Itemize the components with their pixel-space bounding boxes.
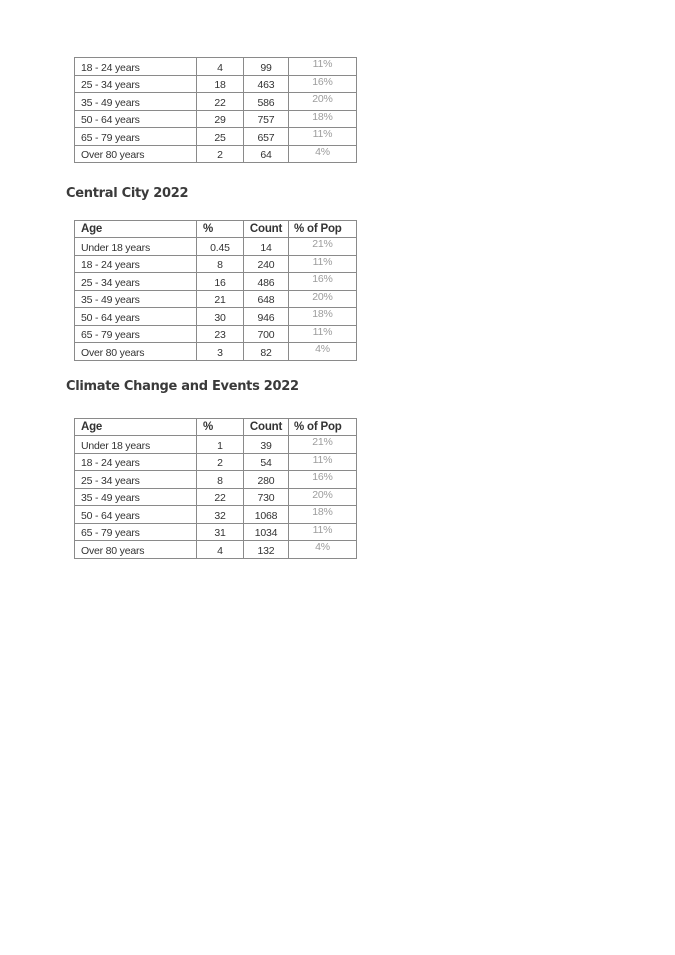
percent-cell: 25 <box>197 128 244 146</box>
percent-cell: 29 <box>197 110 244 128</box>
count-cell: 463 <box>244 75 289 93</box>
pop-percent-cell: 21% <box>289 238 357 256</box>
column-header-percent: % <box>197 221 244 238</box>
age-cell: 35 - 49 years <box>75 488 197 506</box>
table-row <box>75 343 357 361</box>
table-row <box>75 273 357 291</box>
age-cell: 35 - 49 years <box>75 93 197 111</box>
count-cell: 648 <box>244 290 289 308</box>
count-cell: 14 <box>244 238 289 256</box>
count-cell: 657 <box>244 128 289 146</box>
count-cell: 730 <box>244 488 289 506</box>
count-cell: 486 <box>244 273 289 291</box>
age-cell: Over 80 years <box>75 541 197 559</box>
table-row <box>75 255 357 273</box>
pop-percent-cell: 16% <box>289 273 357 291</box>
percent-cell: 31 <box>197 523 244 541</box>
column-header-percent: % <box>197 419 244 436</box>
age-cell: Under 18 years <box>75 436 197 454</box>
pop-percent-cell: 11% <box>289 325 357 343</box>
percent-cell: 30 <box>197 308 244 326</box>
table-row <box>75 541 357 559</box>
age-cell: 65 - 79 years <box>75 523 197 541</box>
table-row <box>75 436 357 454</box>
count-cell: 54 <box>244 453 289 471</box>
table-row <box>75 128 357 146</box>
pop-percent-cell: 16% <box>289 75 357 93</box>
pop-percent-cell: 18% <box>289 506 357 524</box>
count-cell: 700 <box>244 325 289 343</box>
count-cell: 99 <box>244 58 289 76</box>
age-cell: 25 - 34 years <box>75 75 197 93</box>
pop-percent-cell: 20% <box>289 290 357 308</box>
table-row <box>75 325 357 343</box>
count-cell: 586 <box>244 93 289 111</box>
percent-cell: 2 <box>197 145 244 163</box>
age-cell: 65 - 79 years <box>75 128 197 146</box>
age-cell: 25 - 34 years <box>75 471 197 489</box>
pop-percent-cell: 18% <box>289 110 357 128</box>
pop-percent-cell: 20% <box>289 488 357 506</box>
count-cell: 1034 <box>244 523 289 541</box>
column-header-count: Count <box>244 221 289 238</box>
table-row <box>75 93 357 111</box>
percent-cell: 23 <box>197 325 244 343</box>
pop-percent-cell: 18% <box>289 308 357 326</box>
percent-cell: 22 <box>197 93 244 111</box>
table-row <box>75 145 357 163</box>
column-header-age: Age <box>75 221 197 238</box>
count-cell: 132 <box>244 541 289 559</box>
percent-cell: 2 <box>197 453 244 471</box>
percent-cell: 4 <box>197 541 244 559</box>
percent-cell: 22 <box>197 488 244 506</box>
age-cell: Over 80 years <box>75 145 197 163</box>
count-cell: 1068 <box>244 506 289 524</box>
count-cell: 946 <box>244 308 289 326</box>
table-row <box>75 290 357 308</box>
column-header-pop-percent: % of Pop <box>289 221 357 238</box>
pop-percent-cell: 20% <box>289 93 357 111</box>
age-table-climate-change <box>74 418 357 559</box>
count-cell: 82 <box>244 343 289 361</box>
pop-percent-cell: 11% <box>289 58 357 76</box>
age-table-central-city <box>74 220 357 361</box>
count-cell: 757 <box>244 110 289 128</box>
age-cell: Under 18 years <box>75 238 197 256</box>
count-cell: 64 <box>244 145 289 163</box>
count-cell: 240 <box>244 255 289 273</box>
column-header-pop-percent: % of Pop <box>289 419 357 436</box>
count-cell: 39 <box>244 436 289 454</box>
age-cell: 50 - 64 years <box>75 308 197 326</box>
table-row <box>75 110 357 128</box>
percent-cell: 8 <box>197 255 244 273</box>
count-cell: 280 <box>244 471 289 489</box>
column-header-age: Age <box>75 419 197 436</box>
age-cell: 50 - 64 years <box>75 506 197 524</box>
table-row <box>75 75 357 93</box>
table-row <box>75 58 357 76</box>
pop-percent-cell: 16% <box>289 471 357 489</box>
percent-cell: 21 <box>197 290 244 308</box>
pop-percent-cell: 4% <box>289 145 357 163</box>
age-cell: 25 - 34 years <box>75 273 197 291</box>
age-table-continued <box>74 57 357 163</box>
table-header-row <box>75 221 357 238</box>
pop-percent-cell: 11% <box>289 523 357 541</box>
pop-percent-cell: 11% <box>289 255 357 273</box>
table-row <box>75 453 357 471</box>
percent-cell: 0.45 <box>197 238 244 256</box>
table-row <box>75 308 357 326</box>
age-cell: 18 - 24 years <box>75 453 197 471</box>
table-row <box>75 488 357 506</box>
table-header-row <box>75 419 357 436</box>
table-row <box>75 471 357 489</box>
age-cell: 35 - 49 years <box>75 290 197 308</box>
table-row <box>75 523 357 541</box>
age-cell: Over 80 years <box>75 343 197 361</box>
percent-cell: 16 <box>197 273 244 291</box>
section-heading-climate-change: Climate Change and Events 2022 <box>66 379 299 394</box>
age-cell: 18 - 24 years <box>75 58 197 76</box>
column-header-count: Count <box>244 419 289 436</box>
pop-percent-cell: 11% <box>289 128 357 146</box>
table-row <box>75 506 357 524</box>
section-heading-central-city: Central City 2022 <box>66 186 189 201</box>
percent-cell: 3 <box>197 343 244 361</box>
percent-cell: 32 <box>197 506 244 524</box>
percent-cell: 8 <box>197 471 244 489</box>
pop-percent-cell: 21% <box>289 436 357 454</box>
pop-percent-cell: 4% <box>289 343 357 361</box>
pop-percent-cell: 11% <box>289 453 357 471</box>
pop-percent-cell: 4% <box>289 541 357 559</box>
percent-cell: 1 <box>197 436 244 454</box>
table-row <box>75 238 357 256</box>
age-cell: 18 - 24 years <box>75 255 197 273</box>
percent-cell: 4 <box>197 58 244 76</box>
percent-cell: 18 <box>197 75 244 93</box>
age-cell: 65 - 79 years <box>75 325 197 343</box>
age-cell: 50 - 64 years <box>75 110 197 128</box>
